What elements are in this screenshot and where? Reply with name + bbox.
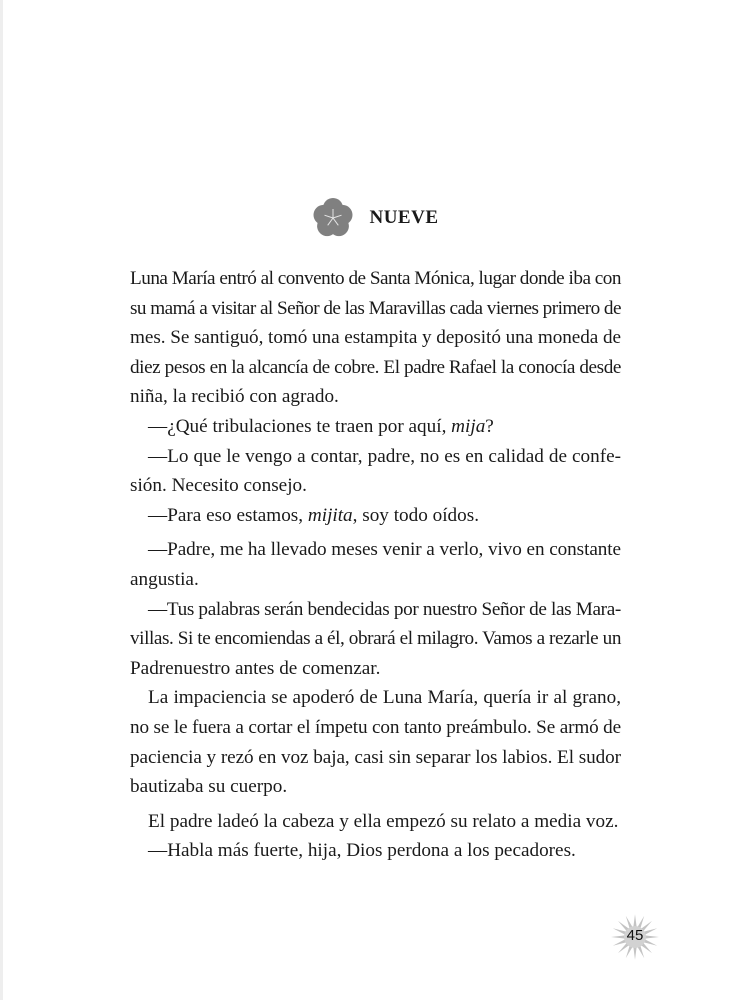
body-text (130, 264, 621, 866)
text-segment: paciencia y rezó en voz baja, casi sin separar los labios. El sudor (130, 746, 621, 768)
text-segment: —Habla más fuerte, hija, Dios perdona a los pecadores. (148, 840, 576, 862)
text-segment: diez pesos en la alcancía de cobre. El padre Rafael la conocía desde (130, 356, 621, 378)
text-line (130, 535, 621, 565)
text-line (130, 807, 621, 837)
text-line (130, 264, 621, 294)
chapter-heading (0, 196, 750, 240)
text-segment: El padre ladeó la cabeza y ella empezó su relato a media voz. (148, 810, 619, 832)
text-line (130, 501, 621, 531)
text-segment: , soy todo oídos. (352, 504, 479, 526)
text-segment: La impaciencia se apoderó de Luna María, quería ir al grano, (148, 687, 622, 709)
text-line (130, 412, 621, 442)
text-segment: —Para eso estamos, (148, 504, 308, 526)
text-line (130, 836, 621, 866)
text-segment: ? (485, 415, 494, 437)
text-line (130, 683, 621, 713)
text-line (130, 565, 621, 595)
text-line (130, 713, 621, 743)
text-segment: bautizaba su cuerpo. (130, 776, 288, 798)
page-number-badge (607, 912, 663, 962)
italic-text: mija (451, 415, 486, 437)
text-line (130, 353, 621, 383)
text-segment: —Padre, me ha llevado meses venir a verlo, vivo en constante (148, 539, 621, 561)
text-segment: —Tus palabras serán bendecidas por nuestro Señor de las Mara- (148, 598, 621, 620)
flower-icon (311, 196, 355, 240)
text-line (130, 624, 621, 654)
text-segment: —¿Qué tribulaciones te traen por aquí, (148, 415, 452, 437)
italic-text: mijita (307, 504, 353, 526)
text-line (130, 382, 621, 412)
chapter-title: NUEVE (369, 207, 439, 228)
text-segment: angustia. (130, 568, 199, 590)
text-segment: no se le fuera a cortar el ímpetu con tanto preámbulo. Se armó de (130, 716, 621, 738)
text-line (130, 743, 621, 773)
text-segment: villas. Si te encomiendas a él, obrará el milagro. Vamos a rezarle un (130, 628, 621, 650)
text-line (130, 471, 621, 501)
text-line (130, 323, 621, 353)
text-line (130, 772, 621, 802)
text-line (130, 654, 621, 684)
text-segment: niña, la recibió con agrado. (130, 386, 339, 408)
text-segment: su mamá a visitar al Señor de las Maravillas cada viernes primero de (130, 297, 621, 319)
text-line (130, 294, 621, 324)
text-segment: sión. Necesito consejo. (130, 475, 307, 497)
page-edge (0, 0, 3, 1000)
text-segment: Luna María entró al convento de Santa Mónica, lugar donde iba con (130, 268, 621, 289)
text-line (130, 442, 621, 472)
text-line (130, 595, 621, 625)
text-segment: Padrenuestro antes de comenzar. (130, 657, 381, 679)
page-number: 45 (626, 927, 644, 944)
text-segment: —Lo que le vengo a contar, padre, no es en calidad de confe- (148, 445, 621, 467)
text-segment: mes. Se santiguó, tomó una estampita y depositó una moneda de (130, 327, 621, 349)
